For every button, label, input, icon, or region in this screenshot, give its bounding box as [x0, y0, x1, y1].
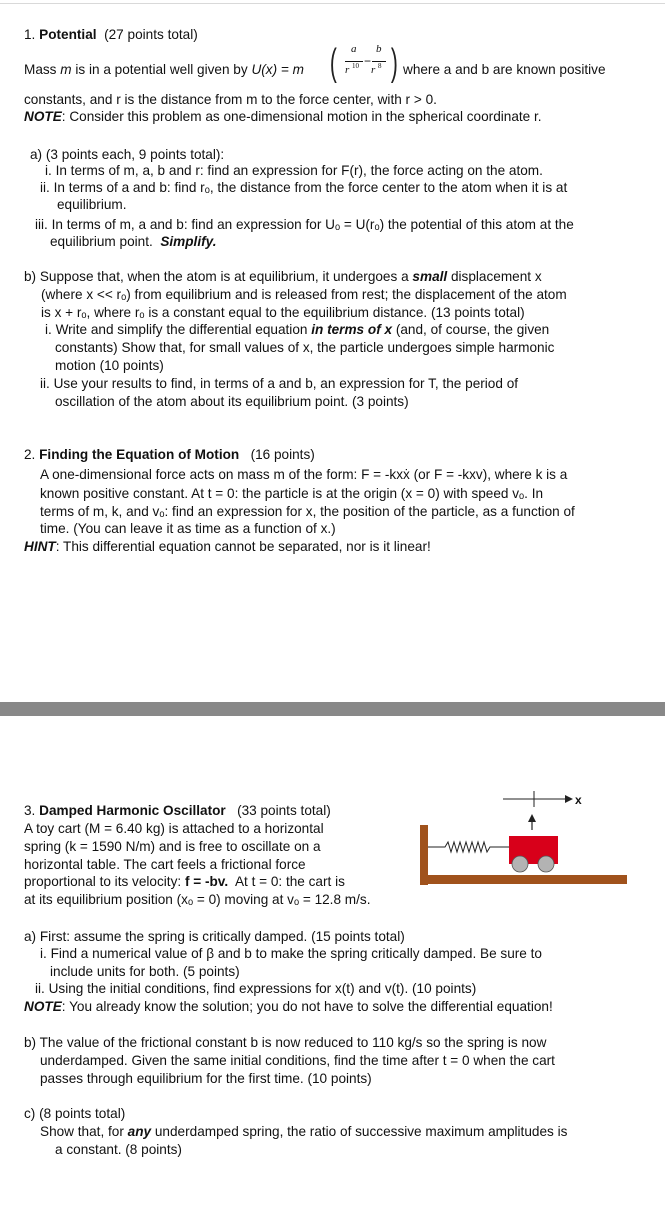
part-b-line3: is x + rₒ, where rₒ is a constant equal to the equilibrium distance. (13 points total): [41, 305, 525, 320]
intro-text-3: where a and b are known positive: [403, 62, 606, 77]
hint-text: : This differential equation cannot be separated, nor is it linear!: [55, 539, 431, 554]
minus-sign: −: [364, 54, 372, 68]
problem-title: Damped Harmonic Oscillator: [39, 803, 226, 818]
formula-denominator-b: r: [371, 64, 376, 76]
problem-number: 3.: [24, 803, 36, 818]
problem-3-line2: spring (k = 1590 N/m) and is free to oscillate on a: [24, 839, 321, 854]
note-label: NOTE: [24, 109, 62, 124]
part-b-text-2: displacement x: [450, 269, 542, 284]
part-a-iii: iii. In terms of m, a and b: find an expression for Uₒ = U(rₒ) the potential of this atom at the: [35, 217, 574, 232]
formula-denominator-a: r: [345, 64, 350, 76]
intro-mass-symbol: m: [60, 62, 72, 77]
hint-label: HINT: [24, 539, 56, 554]
part-c-line2: a constant. (8 points): [55, 1142, 182, 1157]
problem-2-line4: time. (You can leave it as time as a function of x.): [40, 521, 336, 536]
part-a-note: [24, 998, 553, 1015]
page-separator-band: [0, 702, 665, 716]
part-a-i-cont: include units for both. (5 points): [50, 964, 240, 979]
note-text: : You already know the solution; you do not have to solve the differential equation!: [61, 999, 553, 1014]
problem-2-line2: known positive constant. At t = 0: the particle is at the origin (x = 0) with speed vₒ. In: [40, 486, 544, 501]
problem-1-line2: constants, and r is the distance from m to the force center, with r > 0.: [24, 92, 437, 107]
x-axis-label: x: [575, 793, 582, 807]
part-a-i: i. Find a numerical value of β and b to make the spring critically damped. Be sure to: [40, 946, 542, 961]
any-emphasis: any: [127, 1124, 152, 1139]
velocity-arrowhead: [528, 814, 536, 822]
part-b-line3: passes through equilibrium for the first time. (10 points): [40, 1071, 372, 1086]
problem-3-line3: horizontal table. The cart feels a frictional force: [24, 857, 306, 872]
part-a-heading: a) First: assume the spring is critically damped. (15 points total): [24, 929, 405, 944]
problem-number: 1.: [24, 27, 36, 42]
part-c-heading: c) (8 points total): [24, 1106, 126, 1121]
part-a-ii: ii. In terms of a and b: find rₒ, the distance from the force center to the atom when it is at: [40, 180, 568, 195]
paren-right: ): [390, 42, 398, 84]
problem-2-hint: [24, 538, 431, 555]
part-b-ii: ii. Use your results to find, in terms of a and b, an expression for T, the period of: [40, 376, 519, 391]
problem-1-heading: [24, 26, 198, 43]
problem-2-line1: A one-dimensional force acts on mass m of the form: F = -kxẋ (or F = -kxv), where k is a: [40, 467, 568, 482]
part-b-i-cont-2: motion (10 points): [55, 358, 164, 373]
part-c-text: Show that, for: [40, 1124, 124, 1139]
problem-title: Potential: [39, 27, 97, 42]
part-a-iii-cont: [50, 233, 216, 250]
part-b-line2: (where x << rₒ) from equilibrium and is released from rest; the displacement of the atom: [41, 287, 567, 302]
part-a-ii-cont: equilibrium.: [57, 197, 127, 212]
formula-numerator-a: a: [351, 43, 357, 55]
in-terms-of-x-emphasis: in terms of x: [311, 322, 393, 337]
problem-3-heading: [24, 802, 331, 819]
problem-3-line4: [24, 873, 345, 890]
problem-points: (27 points total): [104, 27, 198, 42]
note-label: NOTE: [24, 999, 62, 1014]
formula-numerator-b: b: [376, 43, 382, 55]
problem-points: (16 points): [250, 447, 315, 462]
part-b-i: [45, 321, 549, 338]
part-b-text: b) Suppose that, when the atom is at equilibrium, it undergoes a: [24, 269, 409, 284]
part-c-text-2: underdamped spring, the ratio of successive maximum amplitudes is: [154, 1124, 568, 1139]
part-b-line2: underdamped. Given the same initial conditions, find the time after t = 0 when the cart: [40, 1053, 555, 1068]
part-b-i-text: i. Write and simplify the differential equation: [45, 322, 308, 337]
simplify-emphasis: Simplify.: [160, 234, 217, 249]
part-b-i-cont: constants) Show that, for small values of x, the particle undergoes simple harmonic: [55, 340, 555, 355]
part-a-heading: a) (3 points each, 9 points total):: [30, 147, 225, 162]
problem-number: 2.: [24, 447, 36, 462]
part-c-line1: [40, 1123, 567, 1140]
spring: [428, 842, 509, 852]
part-b-line1: b) The value of the frictional constant b is now reduced to 110 kg/s so the spring is now: [24, 1035, 547, 1050]
formula-exponent-a: 10: [352, 62, 359, 70]
problem-1-note: [24, 108, 542, 125]
problem-points: (33 points total): [237, 803, 331, 818]
x-axis-arrowhead: [565, 795, 573, 803]
problem-2-heading: [24, 446, 315, 463]
problem-1-intro: [24, 61, 304, 78]
note-text: : Consider this problem as one-dimensional motion in the spherical coordinate r.: [61, 109, 542, 124]
intro-text-2: is in a potential well given by: [75, 62, 248, 77]
problem-2-line3: terms of m, k, and vₒ: find an expression for x, the position of the particle, as a function of: [40, 504, 575, 519]
small-emphasis: small: [412, 269, 448, 284]
cart-spring-figure: [415, 785, 635, 890]
part-a-ii: ii. Using the initial conditions, find expressions for x(t) and v(t). (10 points): [35, 981, 477, 996]
part-b-i-text-2: (and, of course, the given: [395, 322, 550, 337]
part-a-iii-text: equilibrium point.: [50, 234, 153, 249]
formula-lhs: U(x) = m: [251, 62, 304, 77]
top-divider: [0, 3, 665, 4]
line4-text-2: At t = 0: the cart is: [234, 874, 345, 889]
problem-title: Finding the Equation of Motion: [39, 447, 240, 462]
cart-wheel-left: [512, 856, 528, 872]
paren-left: (: [329, 42, 337, 84]
cart-wheel-right: [538, 856, 554, 872]
problem-3-line5: at its equilibrium position (xₒ = 0) moving at vₒ = 12.8 m/s.: [24, 892, 371, 907]
part-b-line1: [24, 268, 542, 285]
line4-text: proportional to its velocity:: [24, 874, 182, 889]
table-surface: [420, 875, 627, 884]
problem-3-line1: A toy cart (M = 6.40 kg) is attached to a horizontal: [24, 821, 324, 836]
friction-formula: f = -bv.: [184, 874, 229, 889]
part-a-i: i. In terms of m, a, b and r: find an expression for F(r), the force acting on the atom.: [45, 163, 543, 178]
formula-exponent-b: 8: [378, 62, 382, 70]
part-b-ii-cont: oscillation of the atom about its equilibrium point. (3 points): [55, 394, 409, 409]
intro-text: Mass: [24, 62, 57, 77]
